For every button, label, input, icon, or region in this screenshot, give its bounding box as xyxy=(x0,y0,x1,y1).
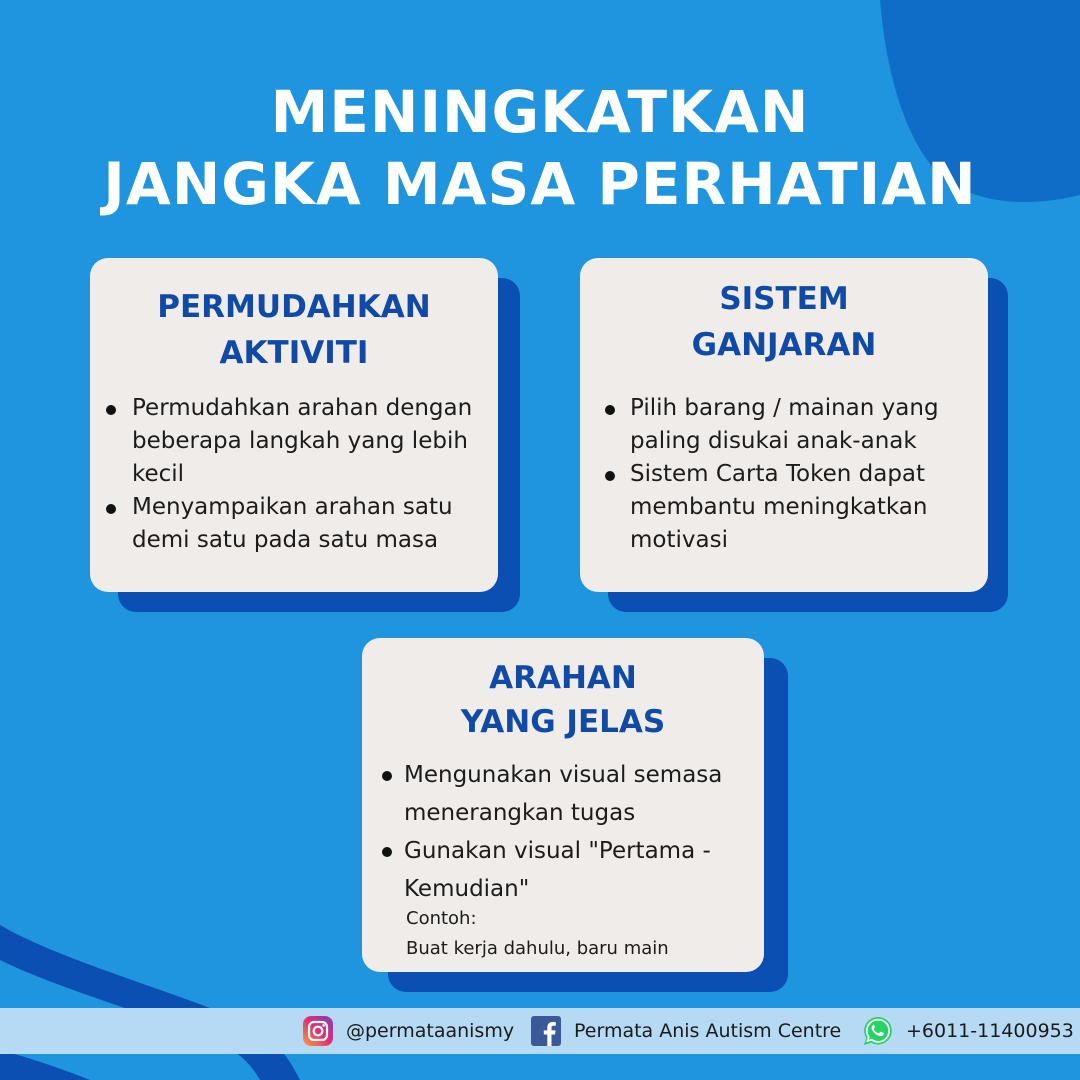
card-heading-line-1: ARAHAN xyxy=(489,660,637,696)
card-arahan-yang-jelas xyxy=(362,638,788,994)
example-label: Contoh: xyxy=(406,908,477,929)
card-heading xyxy=(580,258,988,368)
instagram-icon xyxy=(302,1015,334,1047)
card-heading-line-2: YANG JELAS xyxy=(460,704,666,740)
footer-bar xyxy=(0,1008,1080,1054)
list-item: Pilih barang / mainan yang paling disukai anak-anak xyxy=(630,392,960,458)
facebook-icon xyxy=(530,1015,562,1047)
footer-facebook[interactable] xyxy=(530,1008,841,1054)
bottom-left-wave xyxy=(0,925,300,1080)
instagram-handle: @permataanismy xyxy=(346,1020,515,1042)
footer-instagram[interactable] xyxy=(302,1008,514,1054)
facebook-page-name: Permata Anis Autism Centre xyxy=(574,1020,842,1042)
bottom-left-wave-lower xyxy=(0,1050,90,1080)
card-heading-line-1: PERMUDAHKAN xyxy=(157,289,431,325)
list-item: Permudahkan arahan dengan beberapa langkah yang lebih kecil xyxy=(132,392,482,491)
example-note xyxy=(406,904,669,964)
list-item: Gunakan visual "Pertama - Kemudian" xyxy=(404,832,754,908)
card-permudahkan-aktiviti xyxy=(90,258,520,612)
title-line-1: MENINGKATKAN xyxy=(270,78,810,146)
card-body xyxy=(90,258,498,592)
list-item: Sistem Carta Token dapat membantu meningkatkan motivasi xyxy=(630,458,960,557)
whatsapp-number: +6011-11400953 xyxy=(906,1020,1074,1042)
list-item: Mengunakan visual semasa menerangkan tugas xyxy=(404,756,754,832)
card-body xyxy=(362,638,764,972)
card-body xyxy=(580,258,988,592)
bullet-list xyxy=(630,392,960,557)
card-heading-line-2: GANJARAN xyxy=(691,327,877,363)
list-item: Menyampaikan arahan satu demi satu pada satu masa xyxy=(132,491,482,557)
example-text: Buat kerja dahulu, baru main xyxy=(406,938,669,959)
card-heading xyxy=(362,638,764,744)
title-line-2: JANGKA MASA PERHATIAN xyxy=(103,150,977,218)
card-heading xyxy=(90,258,498,376)
whatsapp-icon xyxy=(862,1015,894,1047)
footer-whatsapp[interactable] xyxy=(862,1008,1074,1054)
bullet-list xyxy=(404,756,754,908)
page-title xyxy=(0,80,1080,224)
bullet-list xyxy=(132,392,482,557)
card-heading-line-1: SISTEM xyxy=(719,281,849,317)
card-heading-line-2: AKTIVITI xyxy=(219,335,369,371)
card-sistem-ganjaran xyxy=(580,258,1008,612)
